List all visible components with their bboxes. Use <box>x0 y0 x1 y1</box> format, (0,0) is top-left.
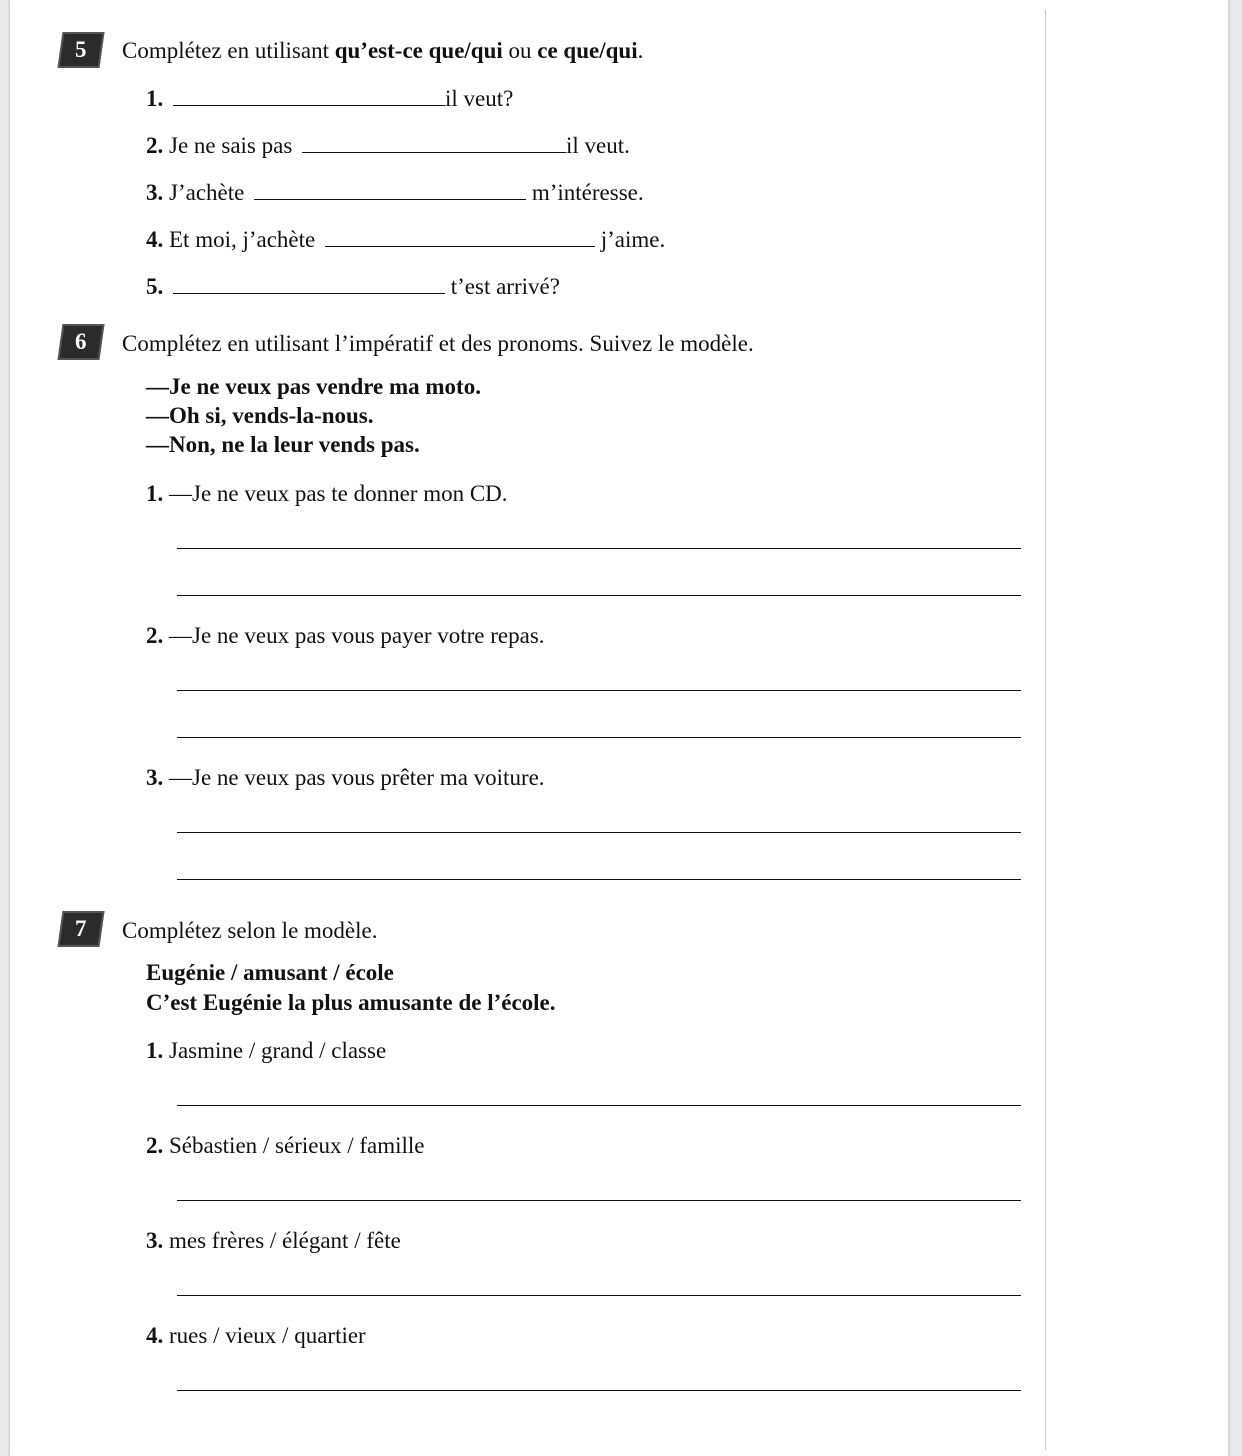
item-text: —Je ne veux pas te donner mon CD. <box>169 481 508 506</box>
ex7-item-4 <box>146 1323 366 1349</box>
exercise-6-badge: 6 <box>57 324 104 360</box>
answer-line[interactable] <box>177 690 1021 691</box>
answer-line[interactable] <box>177 595 1021 596</box>
item-number: 4. <box>146 1323 164 1348</box>
item-number: 4. <box>146 227 164 252</box>
item-number: 5. <box>146 274 164 299</box>
page-edge-divider <box>1045 10 1046 1450</box>
ex5-item-2 <box>146 133 630 159</box>
exercise-5-instruction <box>122 38 643 64</box>
answer-line[interactable] <box>177 832 1021 833</box>
ex7-model-line-1: Eugénie / amusant / école <box>146 960 394 985</box>
item-text: t’est arrivé? <box>450 274 560 299</box>
ex6-model-line-1: —Je ne veux pas vendre ma moto. <box>146 374 481 399</box>
item-text: il veut? <box>445 86 514 111</box>
item-number: 1. <box>146 481 164 506</box>
ex6-item-2 <box>146 623 545 649</box>
exercise-5-badge: 5 <box>57 32 104 68</box>
item-text: j’aime. <box>600 227 666 252</box>
answer-line[interactable] <box>177 737 1021 738</box>
item-number: 2. <box>146 1133 164 1158</box>
answer-line[interactable] <box>177 1390 1021 1391</box>
ex5-item-1 <box>146 86 513 112</box>
ex6-model-line-2: —Oh si, vends-la-nous. <box>146 403 374 428</box>
instruction-text: ou <box>502 38 538 63</box>
item-text: rues / vieux / quartier <box>169 1323 366 1348</box>
ex6-item-3 <box>146 765 545 791</box>
item-text: mes frères / élégant / fête <box>169 1228 401 1253</box>
answer-line[interactable] <box>177 1295 1021 1296</box>
item-text: m’intéresse. <box>531 180 644 205</box>
item-text: —Je ne veux pas vous prêter ma voiture. <box>169 765 545 790</box>
answer-line[interactable] <box>177 879 1021 880</box>
ex6-model-line-3: —Non, ne la leur vends pas. <box>146 432 420 457</box>
answer-line[interactable] <box>177 1200 1021 1201</box>
ex7-item-2 <box>146 1133 424 1159</box>
answer-line[interactable] <box>177 1105 1021 1106</box>
item-number: 2. <box>146 133 164 158</box>
answer-blank[interactable] <box>302 134 566 153</box>
ex5-item-5 <box>146 274 560 300</box>
item-number: 3. <box>146 180 164 205</box>
instruction-text: . <box>637 38 644 63</box>
item-text: Sébastien / sérieux / famille <box>169 1133 425 1158</box>
item-number: 3. <box>146 1228 164 1253</box>
item-number: 1. <box>146 1038 164 1063</box>
instruction-bold: ce que/qui <box>537 38 638 63</box>
item-text: J’achète <box>169 180 245 205</box>
item-text: —Je ne veux pas vous payer votre repas. <box>169 623 545 648</box>
answer-blank[interactable] <box>173 87 445 106</box>
ex5-item-3 <box>146 180 644 206</box>
item-number: 1. <box>146 86 164 111</box>
exercise-7-instruction: Complétez selon le modèle. <box>122 918 378 943</box>
instruction-bold: qu’est-ce que/qui <box>334 38 503 63</box>
answer-blank[interactable] <box>325 228 595 247</box>
exercise-7-badge: 7 <box>57 911 104 947</box>
ex7-model-line-2: C’est Eugénie la plus amusante de l’école. <box>146 990 556 1015</box>
item-number: 3. <box>146 765 164 790</box>
ex6-item-1 <box>146 481 508 507</box>
answer-blank[interactable] <box>173 275 445 294</box>
ex7-item-1 <box>146 1038 386 1064</box>
instruction-text: Complétez en utilisant <box>122 38 335 63</box>
answer-line[interactable] <box>177 548 1021 549</box>
item-number: 2. <box>146 623 164 648</box>
item-text: Et moi, j’achète <box>169 227 316 252</box>
item-text: Jasmine / grand / classe <box>169 1038 387 1063</box>
item-text: il veut. <box>566 133 630 158</box>
exercise-6-instruction: Complétez en utilisant l’impératif et des pronoms. Suivez le modèle. <box>122 331 754 356</box>
answer-blank[interactable] <box>254 181 526 200</box>
ex5-item-4 <box>146 227 665 253</box>
ex7-item-3 <box>146 1228 401 1254</box>
item-text: Je ne sais pas <box>169 133 293 158</box>
